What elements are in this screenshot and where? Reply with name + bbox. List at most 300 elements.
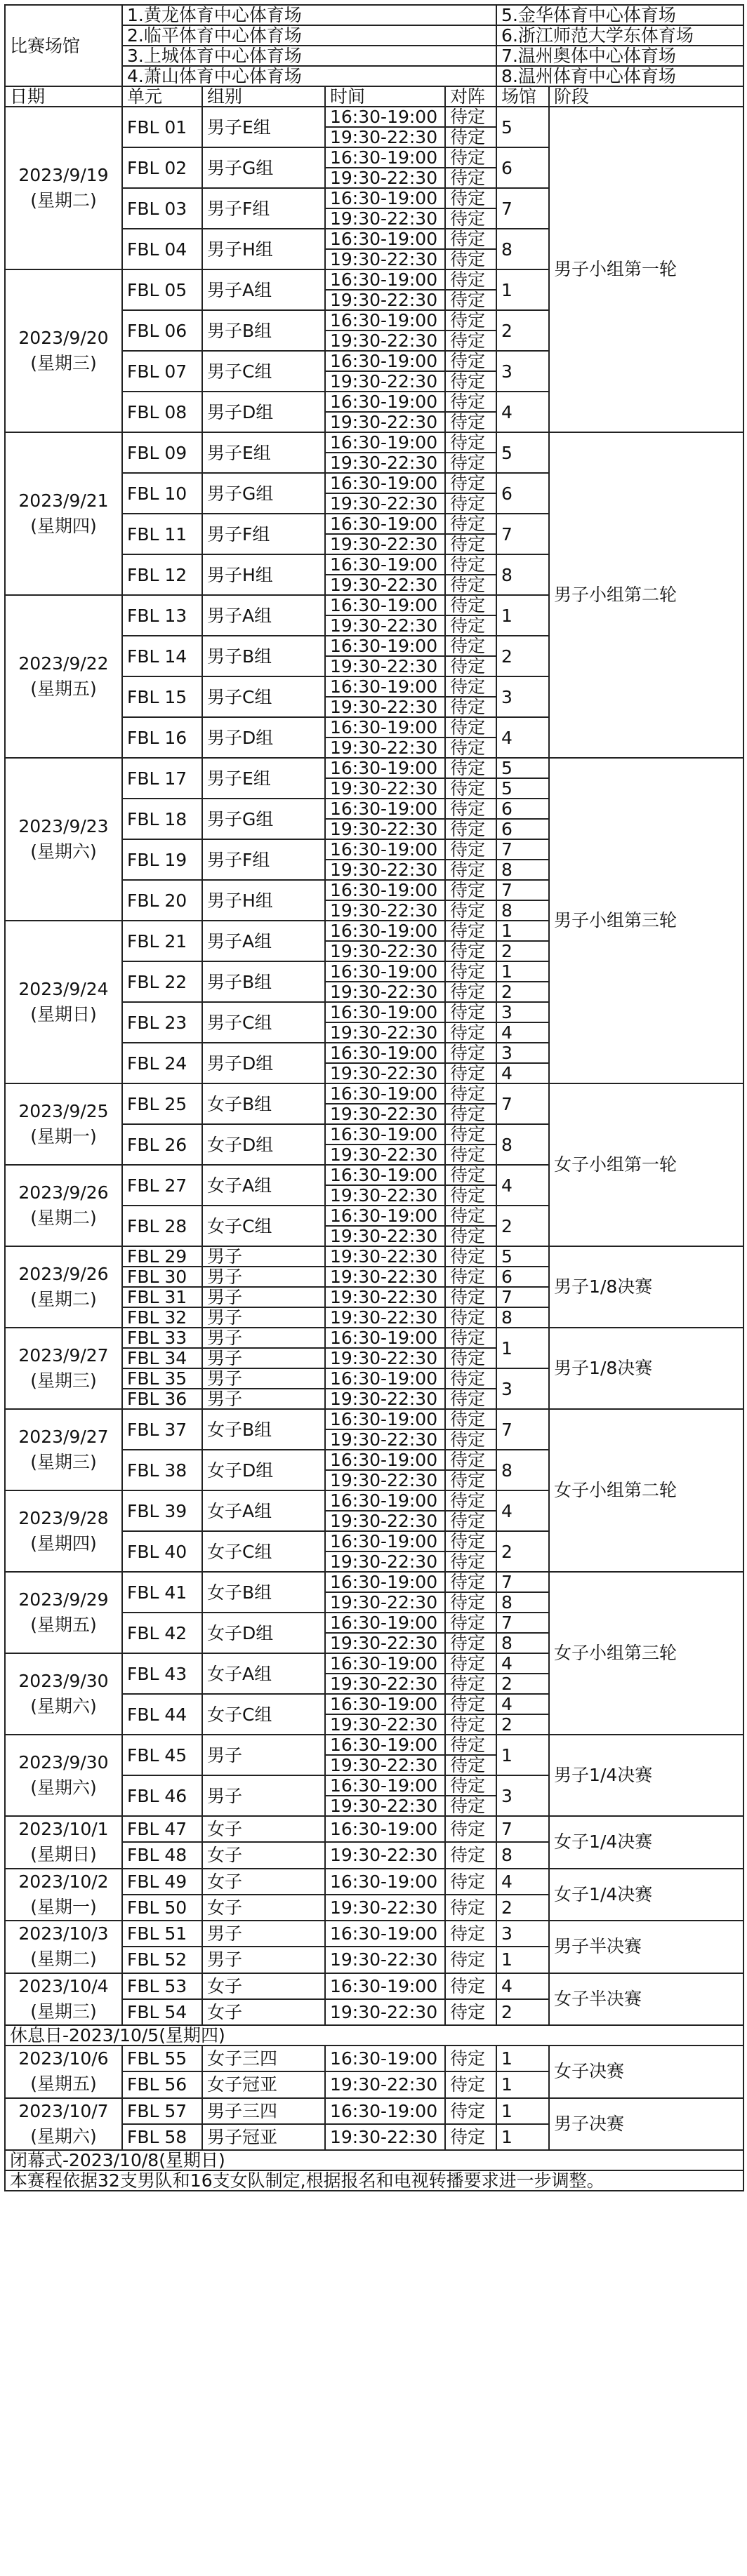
vs-cell: 待定 bbox=[445, 371, 496, 392]
date-cell bbox=[5, 1973, 122, 2026]
table-row bbox=[5, 1921, 743, 1947]
venue-cell: 3 bbox=[496, 1002, 549, 1022]
time-cell: 19:30-22:30 bbox=[325, 1714, 445, 1735]
unit-cell: FBL 09 bbox=[122, 432, 202, 473]
group-cell: 男子 bbox=[202, 1775, 325, 1816]
vs-cell: 待定 bbox=[445, 107, 496, 127]
vs-cell: 待定 bbox=[445, 1206, 496, 1226]
group-cell: 男子B组 bbox=[202, 961, 325, 1002]
vs-cell: 待定 bbox=[445, 2098, 496, 2124]
date-cell bbox=[5, 432, 122, 595]
unit-cell: FBL 37 bbox=[122, 1409, 202, 1450]
table-row bbox=[5, 1816, 743, 1842]
unit-cell: FBL 36 bbox=[122, 1389, 202, 1409]
stage-cell: 男子1/8决赛 bbox=[549, 1246, 743, 1328]
venue-cell: 2 bbox=[496, 1999, 549, 2025]
weekday-text: (星期四) bbox=[30, 1533, 97, 1554]
group-cell: 男子A组 bbox=[202, 921, 325, 961]
unit-cell: FBL 48 bbox=[122, 1842, 202, 1868]
group-cell: 女子A组 bbox=[202, 1490, 325, 1531]
time-cell: 19:30-22:30 bbox=[325, 1895, 445, 1921]
vs-cell: 待定 bbox=[445, 575, 496, 595]
time-cell: 19:30-22:30 bbox=[325, 493, 445, 514]
unit-cell: FBL 46 bbox=[122, 1775, 202, 1816]
table-row bbox=[5, 5, 743, 25]
unit-cell: FBL 06 bbox=[122, 310, 202, 351]
group-cell: 男子 bbox=[202, 1287, 325, 1307]
venue-name: 2.临平体育中心体育场 bbox=[122, 25, 496, 46]
weekday-text: (星期六) bbox=[30, 841, 97, 862]
time-cell: 19:30-22:30 bbox=[325, 127, 445, 147]
time-cell: 19:30-22:30 bbox=[325, 1022, 445, 1043]
table-row bbox=[5, 432, 743, 453]
vs-cell: 待定 bbox=[445, 1613, 496, 1633]
venue-cell: 5 bbox=[496, 432, 549, 473]
group-cell: 男子H组 bbox=[202, 880, 325, 921]
vs-cell: 待定 bbox=[445, 2046, 496, 2071]
group-cell: 女子D组 bbox=[202, 1613, 325, 1653]
unit-cell: FBL 03 bbox=[122, 188, 202, 229]
vs-cell: 待定 bbox=[445, 656, 496, 676]
time-cell: 16:30-19:00 bbox=[325, 961, 445, 982]
venue-cell: 4 bbox=[496, 392, 549, 432]
time-cell: 19:30-22:30 bbox=[325, 1307, 445, 1328]
venue-cell: 5 bbox=[496, 1246, 549, 1267]
date-text: 2023/9/26 bbox=[18, 1182, 109, 1203]
vs-cell: 待定 bbox=[445, 1389, 496, 1409]
time-cell: 19:30-22:30 bbox=[325, 575, 445, 595]
date-cell bbox=[5, 1246, 122, 1328]
venue-cell: 4 bbox=[496, 1063, 549, 1083]
time-cell: 19:30-22:30 bbox=[325, 1947, 445, 1973]
unit-cell: FBL 42 bbox=[122, 1613, 202, 1653]
venue-cell: 1 bbox=[496, 921, 549, 941]
venue-cell: 7 bbox=[496, 839, 549, 860]
time-cell: 19:30-22:30 bbox=[325, 1267, 445, 1287]
unit-cell: FBL 30 bbox=[122, 1267, 202, 1287]
venue-cell: 5 bbox=[496, 778, 549, 799]
venue-cell: 2 bbox=[496, 1714, 549, 1735]
header-time: 时间 bbox=[325, 86, 445, 107]
venue-cell: 3 bbox=[496, 1043, 549, 1063]
venue-name: 8.温州体育中心体育场 bbox=[496, 66, 743, 86]
venue-cell: 3 bbox=[496, 1368, 549, 1409]
time-cell: 16:30-19:00 bbox=[325, 676, 445, 697]
venue-cell: 1 bbox=[496, 2046, 549, 2071]
rest-day-note: 休息日-2023/10/5(星期四) bbox=[5, 2025, 743, 2046]
time-cell: 19:30-22:30 bbox=[325, 1470, 445, 1490]
group-cell: 女子C组 bbox=[202, 1531, 325, 1572]
date-text: 2023/9/24 bbox=[18, 978, 109, 999]
time-cell: 19:30-22:30 bbox=[325, 860, 445, 880]
unit-cell: FBL 47 bbox=[122, 1816, 202, 1842]
time-cell: 19:30-22:30 bbox=[325, 615, 445, 636]
vs-cell: 待定 bbox=[445, 208, 496, 229]
time-cell: 19:30-22:30 bbox=[325, 900, 445, 921]
venue-cell: 1 bbox=[496, 269, 549, 310]
vs-cell: 待定 bbox=[445, 269, 496, 290]
stage-cell: 女子半决赛 bbox=[549, 1973, 743, 2026]
table-row bbox=[5, 1973, 743, 1999]
date-text: 2023/9/26 bbox=[18, 1263, 109, 1284]
vs-cell: 待定 bbox=[445, 168, 496, 188]
stage-cell: 男子1/8决赛 bbox=[549, 1328, 743, 1409]
vs-cell: 待定 bbox=[445, 1551, 496, 1572]
weekday-text: (星期三) bbox=[30, 353, 97, 373]
unit-cell: FBL 26 bbox=[122, 1124, 202, 1165]
table-row bbox=[5, 2046, 743, 2071]
vs-cell: 待定 bbox=[445, 961, 496, 982]
group-cell: 男子B组 bbox=[202, 636, 325, 676]
time-cell: 16:30-19:00 bbox=[325, 636, 445, 656]
weekday-text: (星期五) bbox=[30, 1615, 97, 1635]
table-row bbox=[5, 758, 743, 778]
stage-cell: 女子小组第三轮 bbox=[549, 1572, 743, 1735]
venue-cell: 4 bbox=[496, 717, 549, 758]
vs-cell: 待定 bbox=[445, 1104, 496, 1124]
unit-cell: FBL 01 bbox=[122, 107, 202, 147]
unit-cell: FBL 28 bbox=[122, 1206, 202, 1246]
stage-cell: 男子小组第三轮 bbox=[549, 758, 743, 1083]
time-cell: 19:30-22:30 bbox=[325, 819, 445, 839]
group-cell: 女子B组 bbox=[202, 1409, 325, 1450]
vs-cell: 待定 bbox=[445, 229, 496, 249]
venue-cell: 7 bbox=[496, 188, 549, 229]
vs-cell: 待定 bbox=[445, 1470, 496, 1490]
weekday-text: (星期六) bbox=[30, 1696, 97, 1716]
unit-cell: FBL 35 bbox=[122, 1368, 202, 1389]
unit-cell: FBL 49 bbox=[122, 1869, 202, 1895]
weekday-text: (星期二) bbox=[30, 1208, 97, 1228]
venue-cell: 7 bbox=[496, 1083, 549, 1124]
table-row bbox=[5, 2098, 743, 2124]
table-row bbox=[5, 1735, 743, 1755]
vs-cell: 待定 bbox=[445, 1816, 496, 1842]
venue-cell: 7 bbox=[496, 1409, 549, 1450]
date-cell bbox=[5, 595, 122, 758]
table-row bbox=[5, 1572, 743, 1592]
venue-cell: 5 bbox=[496, 758, 549, 778]
group-cell: 女子 bbox=[202, 1816, 325, 1842]
date-text: 2023/9/21 bbox=[18, 490, 109, 511]
unit-cell: FBL 54 bbox=[122, 1999, 202, 2025]
unit-cell: FBL 53 bbox=[122, 1973, 202, 1999]
vs-cell: 待定 bbox=[445, 758, 496, 778]
time-cell: 19:30-22:30 bbox=[325, 2124, 445, 2150]
header-unit: 单元 bbox=[122, 86, 202, 107]
time-cell: 16:30-19:00 bbox=[325, 839, 445, 860]
group-cell: 男子H组 bbox=[202, 554, 325, 595]
time-cell: 16:30-19:00 bbox=[325, 717, 445, 738]
unit-cell: FBL 55 bbox=[122, 2046, 202, 2071]
table-row bbox=[5, 2025, 743, 2046]
unit-cell: FBL 23 bbox=[122, 1002, 202, 1043]
weekday-text: (星期五) bbox=[30, 2074, 97, 2095]
time-cell: 19:30-22:30 bbox=[325, 290, 445, 310]
date-cell bbox=[5, 1921, 122, 1973]
group-cell: 男子 bbox=[202, 1921, 325, 1947]
venue-cell: 4 bbox=[496, 1490, 549, 1531]
time-cell: 16:30-19:00 bbox=[325, 1002, 445, 1022]
group-cell: 男子B组 bbox=[202, 310, 325, 351]
date-text: 2023/9/23 bbox=[18, 815, 109, 836]
venue-cell: 2 bbox=[496, 1531, 549, 1572]
group-cell: 男子 bbox=[202, 1328, 325, 1348]
group-cell: 女子A组 bbox=[202, 1653, 325, 1694]
vs-cell: 待定 bbox=[445, 514, 496, 534]
schedule-table bbox=[4, 4, 744, 2191]
vs-cell: 待定 bbox=[445, 615, 496, 636]
vs-cell: 待定 bbox=[445, 432, 496, 453]
time-cell: 19:30-22:30 bbox=[325, 1633, 445, 1653]
unit-cell: FBL 07 bbox=[122, 351, 202, 392]
unit-cell: FBL 14 bbox=[122, 636, 202, 676]
vs-cell: 待定 bbox=[445, 1348, 496, 1368]
time-cell: 16:30-19:00 bbox=[325, 1973, 445, 1999]
weekday-text: (星期四) bbox=[30, 516, 97, 536]
group-cell: 男子F组 bbox=[202, 188, 325, 229]
time-cell: 19:30-22:30 bbox=[325, 371, 445, 392]
time-cell: 19:30-22:30 bbox=[325, 1185, 445, 1206]
venue-name: 7.温州奥体中心体育场 bbox=[496, 46, 743, 66]
vs-cell: 待定 bbox=[445, 1429, 496, 1450]
time-cell: 16:30-19:00 bbox=[325, 107, 445, 127]
venue-cell: 7 bbox=[496, 514, 549, 554]
venue-cell: 2 bbox=[496, 1206, 549, 1246]
unit-cell: FBL 11 bbox=[122, 514, 202, 554]
group-cell: 男子 bbox=[202, 1246, 325, 1267]
date-text: 2023/9/20 bbox=[18, 327, 109, 348]
header-vs: 对阵 bbox=[445, 86, 496, 107]
time-cell: 16:30-19:00 bbox=[325, 1368, 445, 1389]
date-cell bbox=[5, 1653, 122, 1735]
time-cell: 16:30-19:00 bbox=[325, 880, 445, 900]
vs-cell: 待定 bbox=[445, 1531, 496, 1551]
time-cell: 16:30-19:00 bbox=[325, 2098, 445, 2124]
time-cell: 16:30-19:00 bbox=[325, 1735, 445, 1755]
date-cell bbox=[5, 1409, 122, 1490]
group-cell: 女子C组 bbox=[202, 1206, 325, 1246]
vs-cell: 待定 bbox=[445, 310, 496, 331]
group-cell: 女子 bbox=[202, 1842, 325, 1868]
table-row bbox=[5, 1409, 743, 1429]
time-cell: 16:30-19:00 bbox=[325, 188, 445, 208]
vs-cell: 待定 bbox=[445, 1674, 496, 1694]
weekday-text: (星期三) bbox=[30, 1370, 97, 1391]
venue-cell: 8 bbox=[496, 1450, 549, 1490]
unit-cell: FBL 39 bbox=[122, 1490, 202, 1531]
unit-cell: FBL 41 bbox=[122, 1572, 202, 1613]
date-cell bbox=[5, 1572, 122, 1653]
date-text: 2023/10/1 bbox=[18, 1819, 109, 1839]
venue-cell: 1 bbox=[496, 595, 549, 636]
date-cell bbox=[5, 1328, 122, 1409]
time-cell: 19:30-22:30 bbox=[325, 1842, 445, 1868]
date-cell bbox=[5, 1490, 122, 1572]
group-cell: 女子B组 bbox=[202, 1083, 325, 1124]
date-text: 2023/10/7 bbox=[18, 2100, 109, 2121]
vs-cell: 待定 bbox=[445, 473, 496, 493]
vs-cell: 待定 bbox=[445, 1022, 496, 1043]
group-cell: 女子 bbox=[202, 1973, 325, 1999]
vs-cell: 待定 bbox=[445, 1287, 496, 1307]
vs-cell: 待定 bbox=[445, 1328, 496, 1348]
stage-cell: 女子决赛 bbox=[549, 2046, 743, 2098]
group-cell: 男子 bbox=[202, 1368, 325, 1389]
venue-cell: 2 bbox=[496, 310, 549, 351]
vs-cell: 待定 bbox=[445, 1796, 496, 1816]
venue-cell: 7 bbox=[496, 1613, 549, 1633]
time-cell: 16:30-19:00 bbox=[325, 1450, 445, 1470]
time-cell: 16:30-19:00 bbox=[325, 2046, 445, 2071]
time-cell: 16:30-19:00 bbox=[325, 595, 445, 615]
venue-cell: 3 bbox=[496, 351, 549, 392]
time-cell: 19:30-22:30 bbox=[325, 168, 445, 188]
vs-cell: 待定 bbox=[445, 147, 496, 168]
vs-cell: 待定 bbox=[445, 819, 496, 839]
venue-cell: 5 bbox=[496, 107, 549, 147]
group-cell: 男子 bbox=[202, 1735, 325, 1775]
weekday-text: (星期一) bbox=[30, 1896, 97, 1917]
vs-cell: 待定 bbox=[445, 1368, 496, 1389]
header-group: 组别 bbox=[202, 86, 325, 107]
group-cell: 女子D组 bbox=[202, 1450, 325, 1490]
date-cell bbox=[5, 107, 122, 269]
date-cell bbox=[5, 1165, 122, 1246]
unit-cell: FBL 08 bbox=[122, 392, 202, 432]
time-cell: 16:30-19:00 bbox=[325, 1921, 445, 1947]
group-cell: 男子 bbox=[202, 1947, 325, 1973]
venue-cell: 8 bbox=[496, 1633, 549, 1653]
time-cell: 16:30-19:00 bbox=[325, 1083, 445, 1104]
vs-cell: 待定 bbox=[445, 351, 496, 371]
time-cell: 19:30-22:30 bbox=[325, 1389, 445, 1409]
vs-cell: 待定 bbox=[445, 1633, 496, 1653]
venue-cell: 3 bbox=[496, 1775, 549, 1816]
vs-cell: 待定 bbox=[445, 1947, 496, 1973]
vs-cell: 待定 bbox=[445, 1714, 496, 1735]
group-cell: 女子冠亚 bbox=[202, 2071, 325, 2097]
weekday-text: (星期三) bbox=[30, 2001, 97, 2022]
group-cell: 男子E组 bbox=[202, 432, 325, 473]
time-cell: 19:30-22:30 bbox=[325, 982, 445, 1002]
time-cell: 19:30-22:30 bbox=[325, 1674, 445, 1694]
time-cell: 16:30-19:00 bbox=[325, 1043, 445, 1063]
time-cell: 19:30-22:30 bbox=[325, 1592, 445, 1613]
vs-cell: 待定 bbox=[445, 717, 496, 738]
vs-cell: 待定 bbox=[445, 1124, 496, 1144]
group-cell: 男子 bbox=[202, 1267, 325, 1287]
venue-cell: 8 bbox=[496, 229, 549, 269]
vs-cell: 待定 bbox=[445, 493, 496, 514]
venue-cell: 4 bbox=[496, 1869, 549, 1895]
date-cell bbox=[5, 758, 122, 921]
time-cell: 16:30-19:00 bbox=[325, 1328, 445, 1348]
time-cell: 19:30-22:30 bbox=[325, 941, 445, 961]
venue-cell: 7 bbox=[496, 1572, 549, 1592]
time-cell: 19:30-22:30 bbox=[325, 1246, 445, 1267]
footnote: 本赛程依据32支男队和16支女队制定,根据报名和电视转播要求进一步调整。 bbox=[5, 2170, 743, 2191]
vs-cell: 待定 bbox=[445, 1409, 496, 1429]
date-text: 2023/9/30 bbox=[18, 1751, 109, 1773]
vs-cell: 待定 bbox=[445, 1144, 496, 1165]
weekday-text: (星期二) bbox=[30, 190, 97, 211]
vs-cell: 待定 bbox=[445, 1921, 496, 1947]
time-cell: 16:30-19:00 bbox=[325, 1613, 445, 1633]
time-cell: 16:30-19:00 bbox=[325, 147, 445, 168]
table-row bbox=[5, 107, 743, 127]
group-cell: 女子A组 bbox=[202, 1165, 325, 1206]
venue-cell: 8 bbox=[496, 1307, 549, 1328]
time-cell: 19:30-22:30 bbox=[325, 1999, 445, 2025]
time-cell: 19:30-22:30 bbox=[325, 1144, 445, 1165]
table-row bbox=[5, 1246, 743, 1267]
vs-cell: 待定 bbox=[445, 1165, 496, 1185]
date-cell bbox=[5, 1816, 122, 1869]
vs-cell: 待定 bbox=[445, 1694, 496, 1714]
unit-cell: FBL 40 bbox=[122, 1531, 202, 1572]
date-text: 2023/9/29 bbox=[18, 1589, 109, 1610]
date-text: 2023/9/30 bbox=[18, 1670, 109, 1691]
time-cell: 16:30-19:00 bbox=[325, 1694, 445, 1714]
unit-cell: FBL 20 bbox=[122, 880, 202, 921]
vs-cell: 待定 bbox=[445, 188, 496, 208]
date-cell bbox=[5, 2098, 122, 2151]
vs-cell: 待定 bbox=[445, 1490, 496, 1511]
date-cell bbox=[5, 921, 122, 1083]
vs-cell: 待定 bbox=[445, 1895, 496, 1921]
vs-cell: 待定 bbox=[445, 1185, 496, 1206]
unit-cell: FBL 44 bbox=[122, 1694, 202, 1735]
time-cell: 16:30-19:00 bbox=[325, 514, 445, 534]
venue-cell: 2 bbox=[496, 1895, 549, 1921]
stage-cell: 男子小组第二轮 bbox=[549, 432, 743, 758]
weekday-text: (星期日) bbox=[30, 1844, 97, 1865]
vs-cell: 待定 bbox=[445, 595, 496, 615]
vs-cell: 待定 bbox=[445, 636, 496, 656]
group-cell: 女子B组 bbox=[202, 1572, 325, 1613]
vs-cell: 待定 bbox=[445, 1775, 496, 1796]
vs-cell: 待定 bbox=[445, 900, 496, 921]
date-text: 2023/9/27 bbox=[18, 1426, 109, 1447]
date-text: 2023/9/19 bbox=[18, 164, 109, 185]
group-cell: 女子 bbox=[202, 1869, 325, 1895]
time-cell: 16:30-19:00 bbox=[325, 1816, 445, 1842]
weekday-text: (星期五) bbox=[30, 679, 97, 699]
time-cell: 19:30-22:30 bbox=[325, 738, 445, 758]
group-cell: 男子 bbox=[202, 1348, 325, 1368]
unit-cell: FBL 16 bbox=[122, 717, 202, 758]
weekday-text: (星期三) bbox=[30, 1452, 97, 1472]
vs-cell: 待定 bbox=[445, 2071, 496, 2097]
unit-cell: FBL 32 bbox=[122, 1307, 202, 1328]
vs-cell: 待定 bbox=[445, 738, 496, 758]
group-cell: 男子A组 bbox=[202, 595, 325, 636]
time-cell: 19:30-22:30 bbox=[325, 412, 445, 432]
vs-cell: 待定 bbox=[445, 1063, 496, 1083]
unit-cell: FBL 52 bbox=[122, 1947, 202, 1973]
venue-cell: 1 bbox=[496, 961, 549, 982]
time-cell: 19:30-22:30 bbox=[325, 453, 445, 473]
vs-cell: 待定 bbox=[445, 2124, 496, 2150]
vs-cell: 待定 bbox=[445, 1267, 496, 1287]
time-cell: 19:30-22:30 bbox=[325, 697, 445, 717]
venue-cell: 1 bbox=[496, 2098, 549, 2124]
vs-cell: 待定 bbox=[445, 1592, 496, 1613]
venue-cell: 1 bbox=[496, 2124, 549, 2150]
weekday-text: (星期一) bbox=[30, 1126, 97, 1147]
date-cell bbox=[5, 1083, 122, 1165]
